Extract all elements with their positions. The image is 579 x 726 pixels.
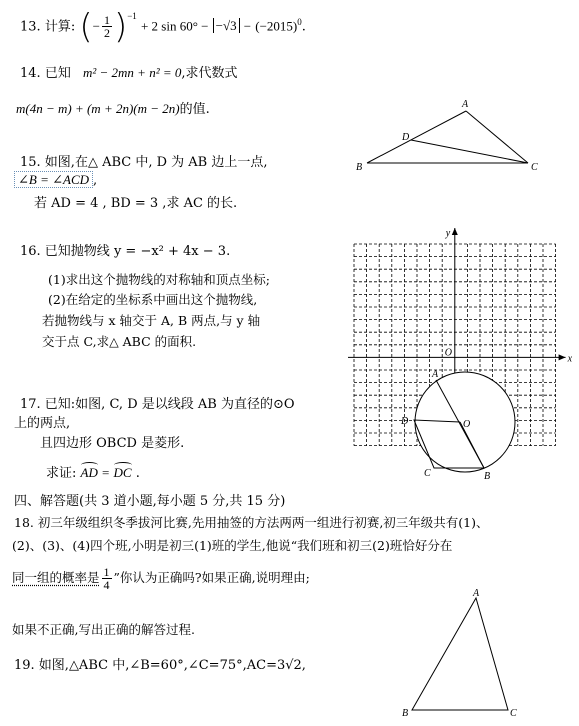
q14-equation: m² − 2mn + n² = 0: [82, 65, 182, 80]
q15-line3: 若 AD = 4 , BD = 3 ,求 AC 的长.: [34, 196, 238, 211]
q15-segment-cd: [411, 140, 528, 163]
q15-line2: ∠B = ∠ACD ,: [14, 172, 97, 188]
q17-arc-dc: DC: [114, 465, 132, 480]
q18-line2: (2)、(3)、(4)四个班,小明是初三(1)班的学生,他说“我们班和初三(2)班恰好分在: [12, 538, 453, 553]
q19-triangle: [412, 598, 508, 710]
section4-heading: 四、解答题(共 3 道小题,每小题 5 分,共 15 分): [14, 494, 286, 509]
q15-line1: 15. 如图,在△ ABC 中, D 为 AB 边上一点,: [20, 155, 268, 170]
q16-sub3: 若抛物线与 x 轴交于 A, B 两点,与 y 轴: [42, 313, 261, 328]
q16-line1: 16. 已知抛物线 y = −x² + 4x − 3.: [20, 244, 231, 259]
q15-side-ab: [367, 111, 466, 163]
q17-line2: 上的两点,: [14, 416, 71, 431]
x-axis-label: x: [567, 353, 573, 365]
q17-prove: 求证: AD = DC .: [46, 462, 140, 481]
q15-label-a: A: [462, 99, 469, 110]
q13-label: 计算:: [44, 19, 76, 35]
q19-triangle-figure: [400, 586, 530, 722]
q19-label-a: A: [473, 588, 480, 599]
q15-label-c: C: [531, 162, 538, 173]
q16-sub2: (2)在给定的坐标系中画出这个抛物线,: [48, 292, 258, 307]
q16-sub4: 交于点 C,求△ ABC 的面积.: [42, 334, 197, 349]
q18-line1: 18. 初三年级组织冬季拔河比赛,先用抽签的方法两两一组进行初赛,初三年级共有(1)、: [14, 515, 489, 530]
q13-middle: + 2 sin 60° −: [140, 18, 209, 34]
q17-arc-ad: AD: [81, 465, 98, 480]
q15-label-d: D: [402, 132, 410, 143]
q15-label-b: B: [356, 162, 363, 173]
q17-label-o: O: [463, 419, 471, 430]
q18-fraction: $\frac{1}{4}$: [103, 565, 110, 592]
q13-paren: (−2015): [255, 18, 298, 34]
y-axis-label: y: [445, 228, 451, 239]
q13: 13. 计算: (− $\frac{1}{2}$ )$^{-1}$ + 2 $\sin 60^\circ - -√3 - (-2015)^0$.: [20, 6, 306, 47]
q17-label-a: A: [432, 369, 439, 380]
q13-fraction: $\frac{1}{2}$: [103, 13, 110, 41]
q19-label-b: B: [402, 708, 409, 719]
q17-line3: 且四边形 OBCD 是菱形.: [40, 436, 185, 451]
x-axis-arrow: [559, 354, 566, 360]
q18-line4: 如果不正确,写出正确的解答过程.: [12, 622, 195, 637]
y-axis-arrow: [452, 228, 458, 235]
q13-number: 13.: [20, 19, 41, 35]
q15-side-ac: [466, 111, 528, 163]
q17-line1: 17. 已知:如图, C, D 是以线段 AB 为直径的⊙O: [20, 397, 295, 412]
q14-line2: m(4n − m) + (m + 2n)(m − 2n)的值.: [16, 101, 210, 117]
origin-label: O: [444, 347, 453, 359]
q13-abs: −√3: [213, 18, 240, 33]
q17-label-d: D: [401, 416, 409, 427]
q15-condition: ∠B = ∠ACD: [14, 171, 93, 188]
q17-label-c: C: [424, 468, 431, 479]
q18-line3: 同一组的概率是 $\frac{1}{4}$ ”你认为正确吗?如果正确,说明理由;: [12, 565, 310, 592]
q19-label-c: C: [510, 708, 517, 719]
q19-line1: 19. 如图,△ABC 中,∠B=60°,∠C=75°,AC=3√2,: [14, 658, 306, 673]
q14-expression: m(4n − m) + (m + 2n)(m − 2n): [16, 101, 180, 116]
q15-triangle-figure: [350, 96, 550, 176]
q17-label-b: B: [484, 471, 491, 482]
q14-line1: 14. 已知 m² − 2mn + n² = 0,求代数式: [20, 65, 238, 81]
q17-circle-figure: [392, 362, 522, 486]
q16-sub1: (1)求出这个抛物线的对称轴和顶点坐标;: [48, 272, 270, 287]
